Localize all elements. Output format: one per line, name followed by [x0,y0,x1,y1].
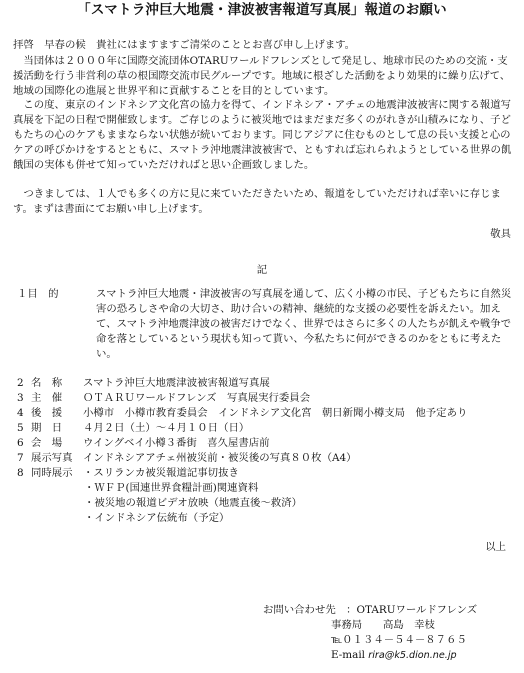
closing-ijo: 以上 [485,541,506,553]
item-value: スマトラ沖巨大地震津波被害報道写真展 [83,377,270,389]
item-value: ウイングベイ小樽３番街 喜久屋書店前 [83,437,270,449]
item-label: 期 日 [31,422,63,434]
contact-office: 事務局 高島 幸枝 [331,619,435,631]
contact-tel: ℡０１３４－５４－８７６５ [331,634,467,646]
item-number: 7 [17,452,24,464]
item-value: ＯＴＡＲＵワールドフレンズ 写真展実行委員会 [83,392,311,404]
item-number: 5 [17,422,24,434]
closing-keigu: 敬具 [490,228,511,240]
item-label: 主 催 [31,392,63,404]
item-dates [17,421,249,436]
item-name [17,376,270,391]
item-label: 会 場 [31,437,63,449]
paragraph-intro: 当団体は２０００年に国際交流団体OTARUワールドフレンズとして発足し、地球市民のための交流・支援活動を行う非営利の草の根国際交流市民グループです。地域に根ざした活動をより効果的に繰り広げて、地域の国際化の進展と世界平和に貢献することを目的としています。 [13,55,511,97]
item-number: 2 [17,377,24,389]
email-label: E-mail [331,649,365,661]
item-number: 4 [17,407,24,419]
purpose-label: １目 的 [17,288,59,300]
item-venue [17,436,270,451]
item-value: インドネシアアチェ州被災前・被災後の写真８０枚（A4） [83,452,357,464]
contact-label: お問い合わせ先 ： [263,604,357,616]
item-number: 3 [17,392,24,404]
greeting-line: 拝啓 早春の候 貴社にはますますご清栄のこととお喜び申し上げます。 [13,39,356,51]
item-sponsors [17,406,467,421]
concurrent-bullet: ・ＷＦＰ(国連世界食糧計画)関連資料 [84,482,259,494]
item-value: ４月２日（土）～４月１０日（日） [83,422,250,434]
email-address[interactable]: rira@k5.dion.ne.jp [368,650,457,661]
item-label: 展示写真 [31,452,73,464]
contact-block [263,603,477,663]
ki-heading: 記 [256,264,268,276]
item-organizer [17,391,310,406]
item-label: 名 称 [31,377,63,389]
item-value: 小樽市 小樽市教育委員会 インドネシア文化宮 朝日新聞小樽支局 他予定あり [83,407,468,419]
document-title: 「スマトラ沖巨大地震・津波被害報道写真展」報道のお願い [77,2,447,18]
contact-org: OTARUワールドフレンズ [356,604,478,616]
concurrent-bullet: ・インドネシア伝統布（予定） [84,512,230,524]
concurrent-bullet: ・被災地の報道ビデオ放映（地震直後～救済） [84,497,302,509]
item-number: 6 [17,437,24,449]
paragraph-request: つきましては、１人でも多くの方に見に来ていただきたいため、報道をしていただければ幸いに存じます。まずは書面にてお願い申し上げます。 [13,188,501,215]
item-concurrent [17,466,239,481]
paragraph-event: この度、東京のインドネシア文化宮の協力を得て、インドネシア・アチェの地震津波被害に関する報道写真展を下記の日程で開催致します。ご存じのように被災地ではまだまだ多くのがれきが山積みになり、子どもたちの心のケアもままならない状態が続いております。同じアジアに住むものとして息の長い支援と心のケアの呼びかけをするとともに、スマトラ沖地震津波被害で、ともすれば忘れられようとしている世界の飢餓国の実体も併せて知っていただければと思い企画致しました。 [13,99,512,171]
item-number: 8 [17,467,24,479]
item-value: ・スリランカ被災報道記事切抜き [83,467,239,479]
item-label: 同時展示 [31,467,73,479]
item-label: 後 援 [31,407,63,419]
item-photos [17,451,356,466]
purpose-text: スマトラ沖巨大地震・津波被害の写真展を通して、広く小樽の市民、子どもたちに自然災害の恐ろしさや命の大切さ、助け合いの精神、継続的な支援の必要性を訴えたい。加えて、スマトラ沖地震津波の被害だけでなく、世界ではさらに多くの人たちが飢えや戦争で命を落としているという現状も知って貰い、今私たちに何ができるのかをともに考えたい。 [96,288,512,360]
